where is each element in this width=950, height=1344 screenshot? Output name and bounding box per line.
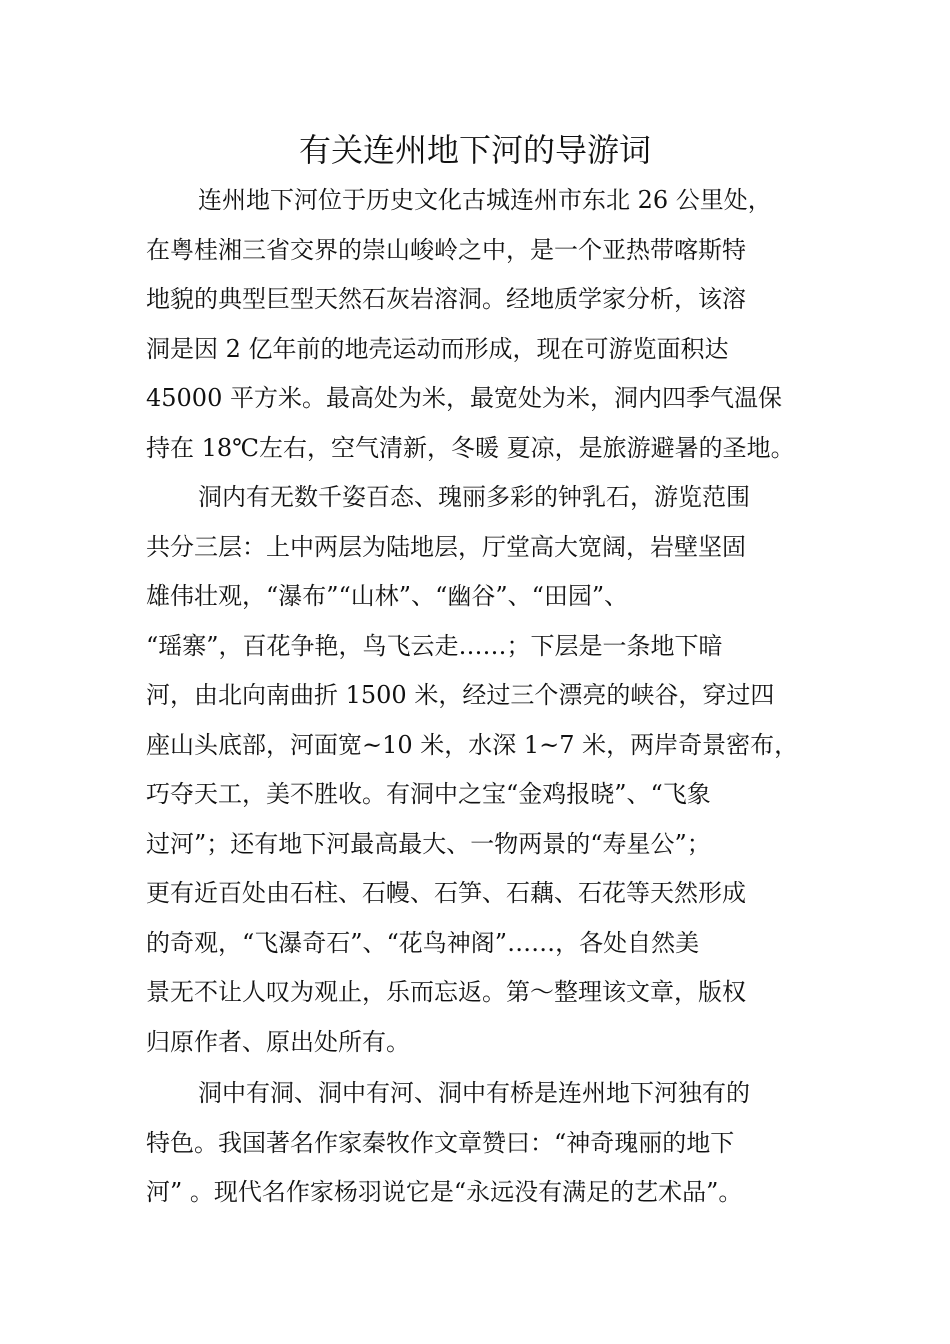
text-line: 在粤桂湘三省交界的崇山峻岭之中，是一个亚热带喀斯特 [146, 235, 746, 264]
text-line: 巧夺天工，美不胜收。有洞中之宝“金鸡报晓”、“飞象 [146, 780, 711, 808]
text-line: 洞内有无数千姿百态、瑰丽多彩的钟乳石，游览范围 [198, 483, 750, 511]
text-line: 45000 平方米。最高处为米，最宽处为米，洞内四季气温保 [146, 384, 782, 412]
text-line: “瑶寨”，百花争艳，鸟飞云走……；下层是一条地下暗 [146, 631, 723, 660]
text-line: 洞是因 2 亿年前的地壳运动而形成，现在可游览面积达 [146, 334, 729, 363]
text-line: 共分三层：上中两层为陆地层，厅堂高大宽阔，岩壁坚固 [146, 532, 746, 561]
paragraph-2 [146, 473, 826, 1067]
text-line: 过河”；还有地下河最高最大、一物两景的“寿星公”； [146, 829, 711, 858]
text-line: 洞中有洞、洞中有河、洞中有桥是连州地下河独有的 [198, 1079, 750, 1107]
document-body [146, 176, 826, 1218]
text-line: 雄伟壮观，“瀑布”“山林”、“幽谷”、“田园”、 [146, 582, 629, 610]
text-line: 更有近百处由石柱、石幔、石笋、石藕、石花等天然形成 [146, 879, 746, 907]
text-line: 持在 18℃左右，空气清新，冬暖 夏凉，是旅游避暑的圣地。 [146, 433, 795, 462]
text-line: 归原作者、原出处所有。 [146, 1027, 410, 1056]
paragraph-3 [146, 1069, 826, 1218]
text-line: 特色。我国著名作家秦牧作文章赞曰：“神奇瑰丽的地下 [146, 1128, 735, 1157]
text-line: 座山头底部，河面宽~10 米，水深 1~7 米，两岸奇景密布， [146, 730, 799, 759]
text-line: 景无不让人叹为观止，乐而忘返。第～整理该文章，版权 [146, 978, 746, 1006]
text-line: 河，由北向南曲折 1500 米，经过三个漂亮的峡谷，穿过四 [146, 681, 775, 709]
document-title: 有关连州地下河的导游词 [298, 131, 651, 169]
paragraph-1 [146, 176, 826, 473]
text-line: 的奇观，“飞瀑奇石”、“花鸟神阁”……，各处自然美 [146, 928, 700, 957]
text-line: 地貌的典型巨型天然石灰岩溶洞。经地质学家分析，该溶 [146, 285, 746, 313]
text-line: 连州地下河位于历史文化古城连州市东北 26 公里处， [198, 186, 772, 214]
text-line: 河” 。现代名作家杨羽说它是“永远没有满足的艺术品”。 [146, 1178, 743, 1206]
